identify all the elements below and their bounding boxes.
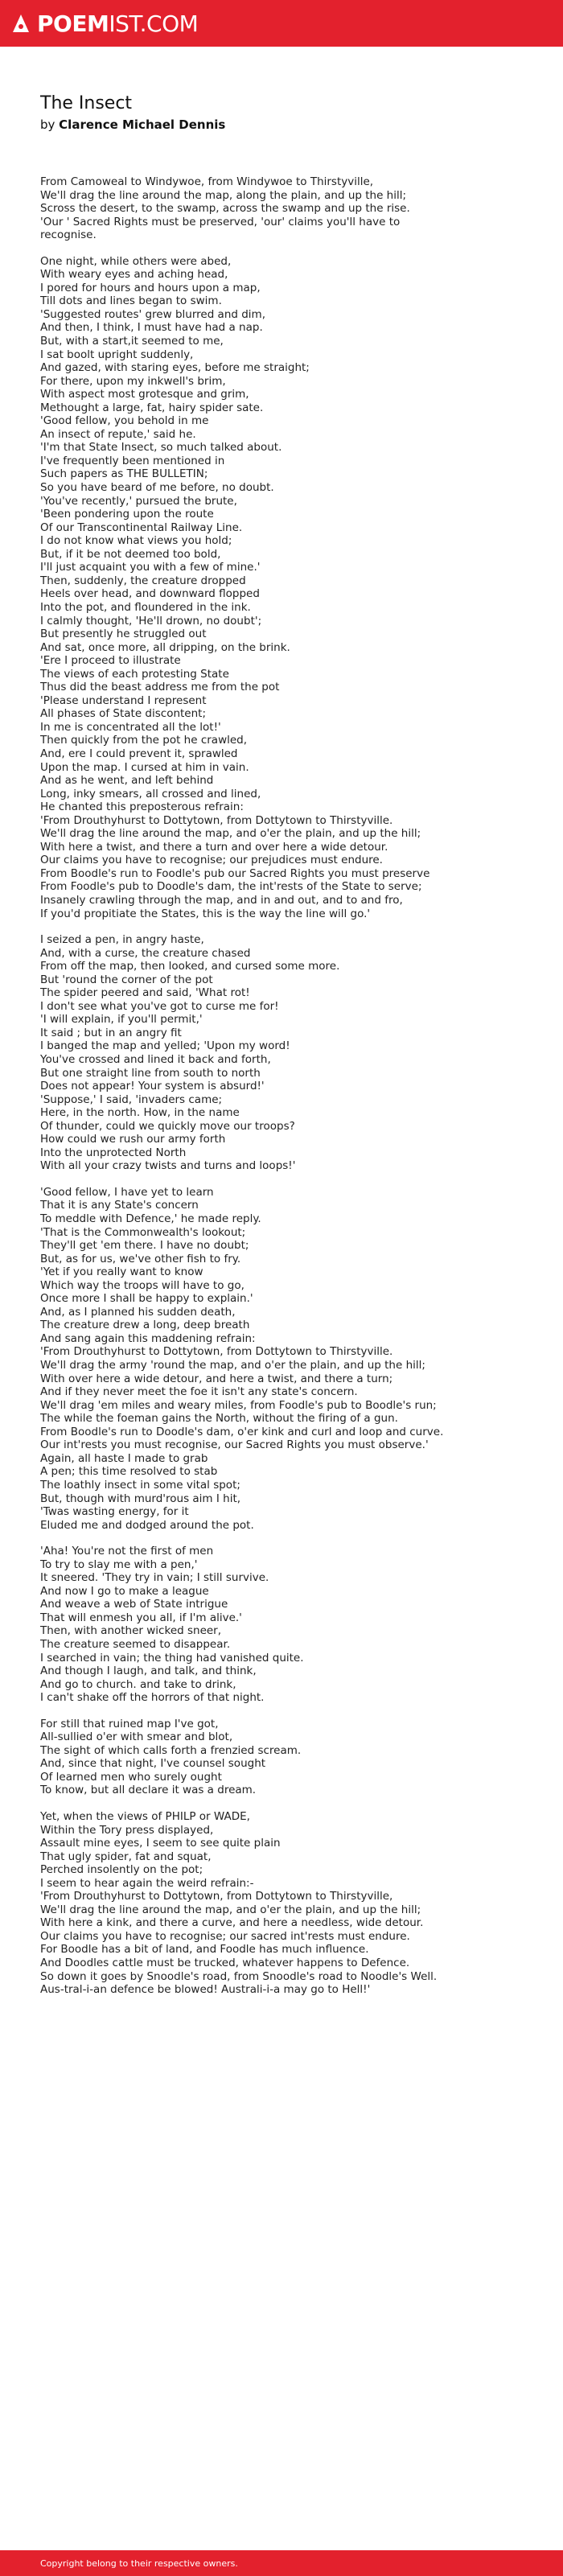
poem-line: 'Good fellow, I have yet to learn (40, 1185, 214, 1199)
poem-line: From Boodle's run to Foodle's pub our Sacred Rights you must preserve (40, 866, 430, 880)
poem-line: I banged the map and yelled; 'Upon my word! (40, 1039, 290, 1053)
poem-line: And gazed, with staring eyes, before me straight; (40, 361, 310, 375)
poem-line: The views of each protesting State (40, 667, 229, 681)
poem-line: I do not know what views you hold; (40, 534, 232, 548)
poem-line: Our claims you have to recognise; our prejudices must endure. (40, 854, 383, 867)
poem-line: The creature seemed to disappear. (40, 1637, 231, 1651)
poem-line: 'Please understand I represent (40, 693, 207, 707)
poem-line: Scross the desert, to the swamp, across the swamp and up the rise. (40, 202, 410, 216)
poem-line: Our claims you have to recognise; our sacred int'rests must endure. (40, 1929, 410, 1943)
poem-line: For still that ruined map I've got, (40, 1717, 219, 1730)
quill-logo-icon (13, 14, 29, 32)
poem-line: 'Been pondering upon the route (40, 508, 214, 521)
poem-line: The creature drew a long, deep breath (40, 1319, 250, 1332)
poem-line: 'Yet if you really want to know (40, 1265, 203, 1279)
poem-line: Within the Tory press displayed, (40, 1823, 214, 1837)
poem-line: I seem to hear again the weird refrain:- (40, 1876, 254, 1890)
poem-line: We'll drag 'em miles and weary miles, from Foodle's pub to Boodle's run; (40, 1398, 437, 1412)
poem-line: You've crossed and lined it back and forth, (40, 1053, 271, 1066)
poem-line: That will enmesh you all, if I'm alive.' (40, 1611, 242, 1624)
poem-line: I pored for hours and hours upon a map, (40, 281, 261, 294)
poem-line: I calmly thought, 'He'll drown, no doubt'; (40, 614, 262, 628)
poem-line: Of learned men who surely ought (40, 1770, 222, 1784)
poem-line: Of our Transcontinental Railway Line. (40, 521, 243, 534)
poem-line: He chanted this preposterous refrain: (40, 800, 244, 814)
poem-line: 'Aha! You're not the first of men (40, 1545, 214, 1558)
site-footer (0, 2550, 563, 2576)
poem-line: I don't see what you've got to curse me for! (40, 999, 279, 1013)
poem-line: That ugly spider, fat and squat, (40, 1850, 212, 1863)
poem-line: To know, but all declare it was a dream. (40, 1784, 257, 1797)
poem-line: I searched in vain; the thing had vanished quite. (40, 1651, 304, 1665)
poem-line: But, with a start,it seemed to me, (40, 335, 224, 348)
poem-line: 'From Drouthyhurst to Dottytown, from Dottytown to Thirstyville. (40, 1345, 393, 1359)
poem-stanza (40, 175, 539, 242)
poem-line: We'll drag the line around the map, and o'er the plain, and up the hill; (40, 827, 421, 841)
poem-line: I can't shake off the horrors of that night. (40, 1691, 265, 1705)
poem-line: That it is any State's concern (40, 1199, 199, 1212)
poem-line: 'Twas wasting energy, for it (40, 1505, 189, 1519)
site-header (0, 0, 563, 47)
poem-line: And weave a web of State intrigue (40, 1598, 228, 1611)
poem-line: But presently he struggled out (40, 628, 207, 641)
poem-line: 'Suppose,' I said, 'invaders came; (40, 1093, 223, 1106)
poem-line: With all your crazy twists and turns and loops!' (40, 1159, 296, 1173)
poem-line: We'll drag the army 'round the map, and o'er the plain, and up the hill; (40, 1359, 425, 1372)
poem-line: To try to slay me with a pen,' (40, 1558, 198, 1571)
poem-line: Into the unprotected North (40, 1146, 187, 1159)
poem-line: With here a twist, and there a turn and over here a wide detour. (40, 840, 388, 854)
poem-line: Methought a large, fat, hairy spider sate. (40, 401, 264, 414)
byline-prefix: by (40, 117, 60, 132)
poem-line: Into the pot, and floundered in the ink. (40, 600, 251, 614)
poem-line: For there, upon my inkwell's brim, (40, 374, 226, 388)
poem-line: And Doodles cattle must be trucked, whatever happens to Defence. (40, 1957, 410, 1969)
poem-line: 'Suggested routes' grew blurred and dim, (40, 307, 265, 321)
poem-line: Our int'rests you must recognise, our Sacred Rights you must observe.' (40, 1438, 429, 1452)
poem-line: Aus-tral-i-an defence be blowed! Australi-i-a may go to Hell!' (40, 1983, 371, 1997)
poem-line: Then, with another wicked sneer, (40, 1624, 222, 1638)
poem-line: It sneered. 'They try in vain; I still survive. (40, 1571, 269, 1585)
poem-line: And sat, once more, all dripping, on the brink. (40, 640, 290, 654)
poem-line: It said ; but in an angry fit (40, 1026, 182, 1039)
poem-byline (40, 117, 225, 132)
poem-line: And sang again this maddening refrain: (40, 1331, 256, 1345)
poem-line: But, if it be not deemed too bold, (40, 547, 221, 561)
poem-line: Heels over head, and downward flopped (40, 587, 260, 601)
poem-line: For Boodle has a bit of land, and Foodle has much influence. (40, 1943, 369, 1957)
poem-stanza (40, 933, 539, 1173)
poem-line: Yet, when the views of PHILP or WADE, (40, 1809, 250, 1823)
poem-stanza (40, 1718, 539, 1797)
poem-line: 'Our ' Sacred Rights must be preserved, 'our' claims you'll have to (40, 215, 401, 228)
poem-line: 'Good fellow, you behold in me (40, 414, 209, 428)
poem-line: They'll get 'em there. I have no doubt; (40, 1239, 249, 1253)
poem-line: And go to church. and take to drink, (40, 1677, 236, 1691)
poem-line: I seized a pen, in angry haste, (40, 933, 204, 947)
poem-line: We'll drag the line around the map, and o'er the plain, and up the hill; (40, 1903, 421, 1916)
poem-line: And, ere I could prevent it, sprawled (40, 747, 238, 760)
copyright-notice: Copyright belong to their respective owners. (40, 2557, 238, 2569)
poem-line: And, as I planned his sudden death, (40, 1305, 236, 1319)
poem-line: I sat boolt upright suddenly, (40, 348, 194, 361)
poem-line: 'I will explain, if you'll permit,' (40, 1013, 203, 1027)
poem-line: Thus did the beast address me from the pot (40, 681, 280, 694)
logo-rest: IST.COM (109, 10, 199, 37)
poem-line: 'From Drouthyhurst to Dottytown, from Dottytown to Thirstyville. (40, 813, 393, 827)
poem-line: And if they never meet the foe it isn't any state's concern. (40, 1385, 358, 1399)
poem-line: Perched insolently on the pot; (40, 1863, 203, 1877)
poem-stanza (40, 255, 539, 920)
poem-line: The loathly insect in some vital spot; (40, 1478, 240, 1492)
poem-line: In me is concentrated all the lot!' (40, 720, 221, 734)
poem-line: recognise. (40, 228, 97, 242)
poem-line: So you have beard of me before, no doubt. (40, 481, 274, 495)
logo-wordmark (37, 10, 198, 37)
poem-line: With over here a wide detour, and here a twist, and there a turn; (40, 1372, 393, 1385)
poem-line: The spider peered and said, 'What rot! (40, 986, 250, 1000)
poem-line: An insect of repute,' said he. (40, 427, 196, 441)
poem-line: I'll just acquaint you with a few of mine.' (40, 561, 261, 574)
poem-stanza (40, 1810, 539, 1997)
poem-line: 'I'm that State Insect, so much talked about. (40, 441, 282, 455)
poem-line: With weary eyes and aching head, (40, 268, 228, 282)
poem-stanza (40, 1545, 539, 1705)
poem-line: And then, I think, I must have had a nap. (40, 321, 263, 335)
logo-bold: POEM (37, 10, 109, 37)
poem-line: And, with a curse, the creature chased (40, 946, 251, 960)
poem-line: All phases of State discontent; (40, 707, 207, 721)
poem-line: So down it goes by Snoodle's road, from Snoodle's road to Noodle's Well. (40, 1969, 438, 1983)
poem-line: Such papers as THE BULLETIN; (40, 467, 208, 481)
poem-line: With here a kink, and there a curve, and here a needless, wide detour. (40, 1916, 424, 1930)
poem-line: But, as for us, we've other fish to fry. (40, 1252, 241, 1265)
poem-line: With aspect most grotesque and grim, (40, 388, 249, 401)
poem-line: Does not appear! Your system is absurd!' (40, 1080, 265, 1093)
poem-line: From Foodle's pub to Doodle's dam, the int'rests of the State to serve; (40, 880, 422, 894)
poem-line: To meddle with Defence,' he made reply. (40, 1212, 261, 1226)
poem-line: Once more I shall be happy to explain.' (40, 1292, 253, 1306)
poem-line: 'That is the Commonwealth's lookout; (40, 1225, 246, 1239)
poem-line: 'Ere I proceed to illustrate (40, 654, 181, 668)
site-logo[interactable] (13, 10, 198, 37)
poem-line: Then, suddenly, the creature dropped (40, 574, 246, 587)
poem-line: Long, inky smears, all crossed and lined, (40, 787, 261, 800)
poem-line: But one straight line from south to north (40, 1066, 261, 1080)
poem-body (40, 175, 539, 2010)
poem-line: Insanely crawling through the map, and in and out, and to and fro, (40, 893, 403, 907)
poem-line: From Boodle's run to Doodle's dam, o'er kink and curl and loop and curve. (40, 1425, 444, 1438)
poem-line: Eluded me and dodged around the pot. (40, 1518, 254, 1532)
poem-line: And as he went, and left behind (40, 774, 214, 788)
poem-line: 'From Drouthyhurst to Dottytown, from Dottytown to Thirstyville, (40, 1890, 393, 1903)
poem-line: From Camoweal to Windywoe, from Windywoe to Thirstyville, (40, 175, 374, 188)
poem-line: Which way the troops will have to go, (40, 1278, 245, 1292)
author-link[interactable]: Clarence Michael Dennis (59, 117, 226, 132)
poem-title: The Insect (40, 93, 133, 113)
poem-line: If you'd propitiate the States, this is the way the line will go.' (40, 907, 371, 920)
poem-line: Of thunder, could we quickly move our troops? (40, 1119, 295, 1133)
poem-line: But, though with murd'rous aim I hit, (40, 1492, 241, 1505)
poem-line: All-sullied o'er with smear and blot, (40, 1730, 233, 1744)
poem-line: 'You've recently,' pursued the brute, (40, 494, 237, 508)
poem-line: One night, while others were abed, (40, 254, 232, 268)
poem-line: From off the map, then looked, and cursed some more. (40, 960, 340, 973)
poem-line: And, since that night, I've counsel sought (40, 1757, 266, 1771)
poem-line: Assault mine eyes, I seem to see quite plain (40, 1837, 281, 1850)
poem-line: The while the foeman gains the North, without the firing of a gun. (40, 1412, 398, 1426)
poem-line: A pen; this time resolved to stab (40, 1465, 218, 1479)
poem-line: Upon the map. I cursed at him in vain. (40, 760, 249, 774)
poem-line: Again, all haste I made to grab (40, 1451, 208, 1465)
poem-stanza (40, 1186, 539, 1532)
poem-line: Till dots and lines began to swim. (40, 294, 222, 308)
poem-line: And now I go to make a league (40, 1584, 209, 1598)
poem-line: But 'round the corner of the pot (40, 973, 213, 986)
poem-line: We'll drag the line around the map, along the plain, and up the hill; (40, 188, 407, 202)
poem-line: Then quickly from the pot he crawled, (40, 734, 248, 747)
poem-line: And though I laugh, and talk, and think, (40, 1665, 257, 1678)
poem-line: I've frequently been mentioned in (40, 454, 225, 467)
poem-line: Here, in the north. How, in the name (40, 1106, 240, 1120)
poem-line: How could we rush our army forth (40, 1133, 226, 1146)
poem-line: The sight of which calls forth a frenzied scream. (40, 1743, 302, 1757)
